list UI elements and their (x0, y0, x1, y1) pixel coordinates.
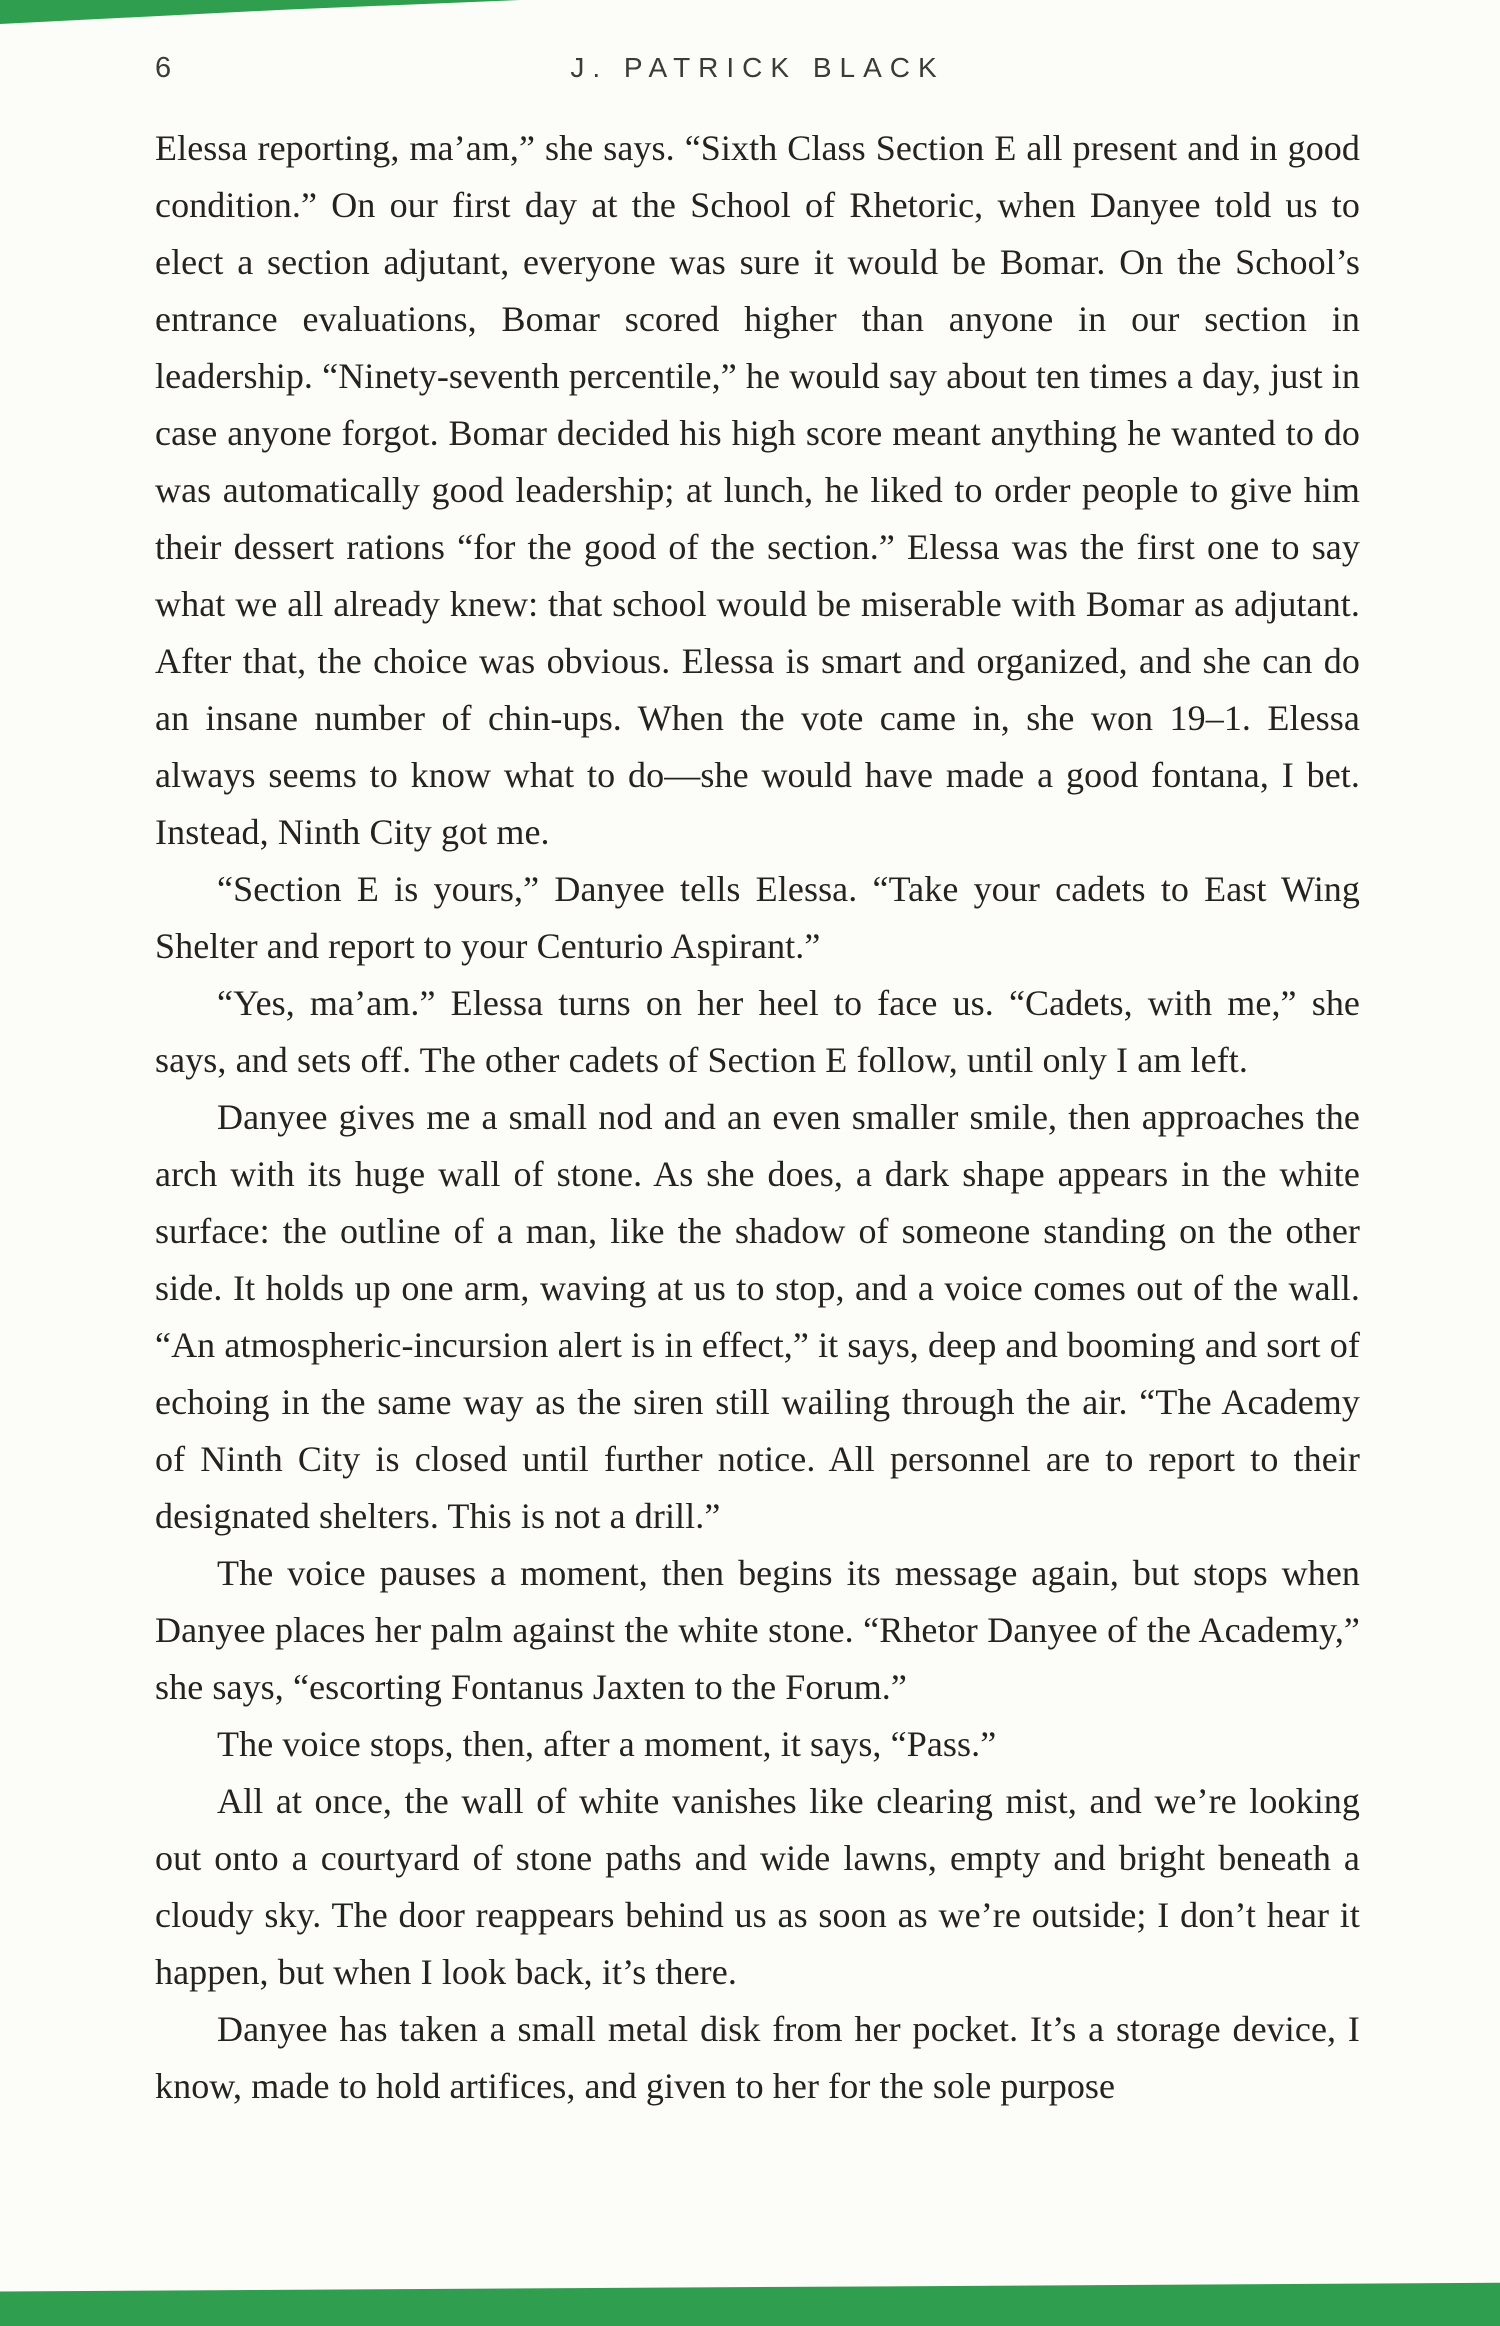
paragraph: The voice stops, then, after a moment, it says, “Pass.” (217, 1724, 997, 1764)
paragraph: Elessa reporting, ma’am,” she says. “Sixth Class Section E all present and in good condition.” On our first day at the School of Rhetoric, when Danyee told us to elect a section adjutant, everyone was sure it would be Bomar. On the School’s entrance evaluations, Bomar scored higher than anyone in our section in leadership. “Ninety-seventh percentile,” he would say about ten times a day, just in case anyone forgot. Bomar decided his high score meant anything he wanted to do was automatically good leadership; at lunch, he liked to order people to give him their dessert rations “for the good of the section.” Elessa was the first one to say what we all already knew: that school would be miserable with Bomar as adjutant. After that, the choice was obvious. Elessa is smart and organized, and she can do an insane number of chin-ups. When the vote came in, she won 19–1. Elessa always seems to know what to do—she would have made a good fontana, I bet. Instead, Ninth City got me. (155, 128, 1360, 852)
running-header-title: J. PATRICK BLACK (570, 52, 945, 83)
paragraph: All at once, the wall of white vanishes like clearing mist, and we’re looking out onto a courtyard of stone paths and wide lawns, empty and bright beneath a cloudy sky. The door reappears behind us as soon as we’re outside; I don’t hear it happen, but when I look back, it’s there. (155, 1781, 1360, 1992)
paragraph: “Yes, ma’am.” Elessa turns on her heel to face us. “Cadets, with me,” she says, and sets off. The other cadets of Section E follow, until only I am left. (155, 983, 1360, 1080)
paragraph: Danyee gives me a small nod and an even smaller smile, then approaches the arch with its huge wall of stone. As she does, a dark shape appears in the white surface: the outline of a man, like the shadow of someone standing on the other side. It holds up one arm, waving at us to stop, and a voice comes out of the wall. “An atmospheric-incursion alert is in effect,” it says, deep and booming and sort of echoing in the same way as the siren still wailing through the air. “The Academy of Ninth City is closed until further notice. All personnel are to report to their designated shelters. This is not a drill.” (155, 1097, 1360, 1536)
paragraph: Danyee has taken a small metal disk from her pocket. It’s a storage device, I know, made to hold artifices, and given to her for the sole purpose (155, 2009, 1360, 2106)
page-number: 6 (155, 52, 174, 84)
cover-edge-top (0, 0, 520, 24)
running-header (155, 52, 1360, 92)
cover-edge-bottom (0, 2278, 1500, 2326)
page-body (155, 120, 1360, 2115)
paragraph: “Section E is yours,” Danyee tells Elessa. “Take your cadets to East Wing Shelter and report to your Centurio Aspirant.” (155, 869, 1360, 966)
paragraph: The voice pauses a moment, then begins its message again, but stops when Danyee places her palm against the white stone. “Rhetor Danyee of the Academy,” she says, “escorting Fontanus Jaxten to the Forum.” (155, 1553, 1360, 1707)
